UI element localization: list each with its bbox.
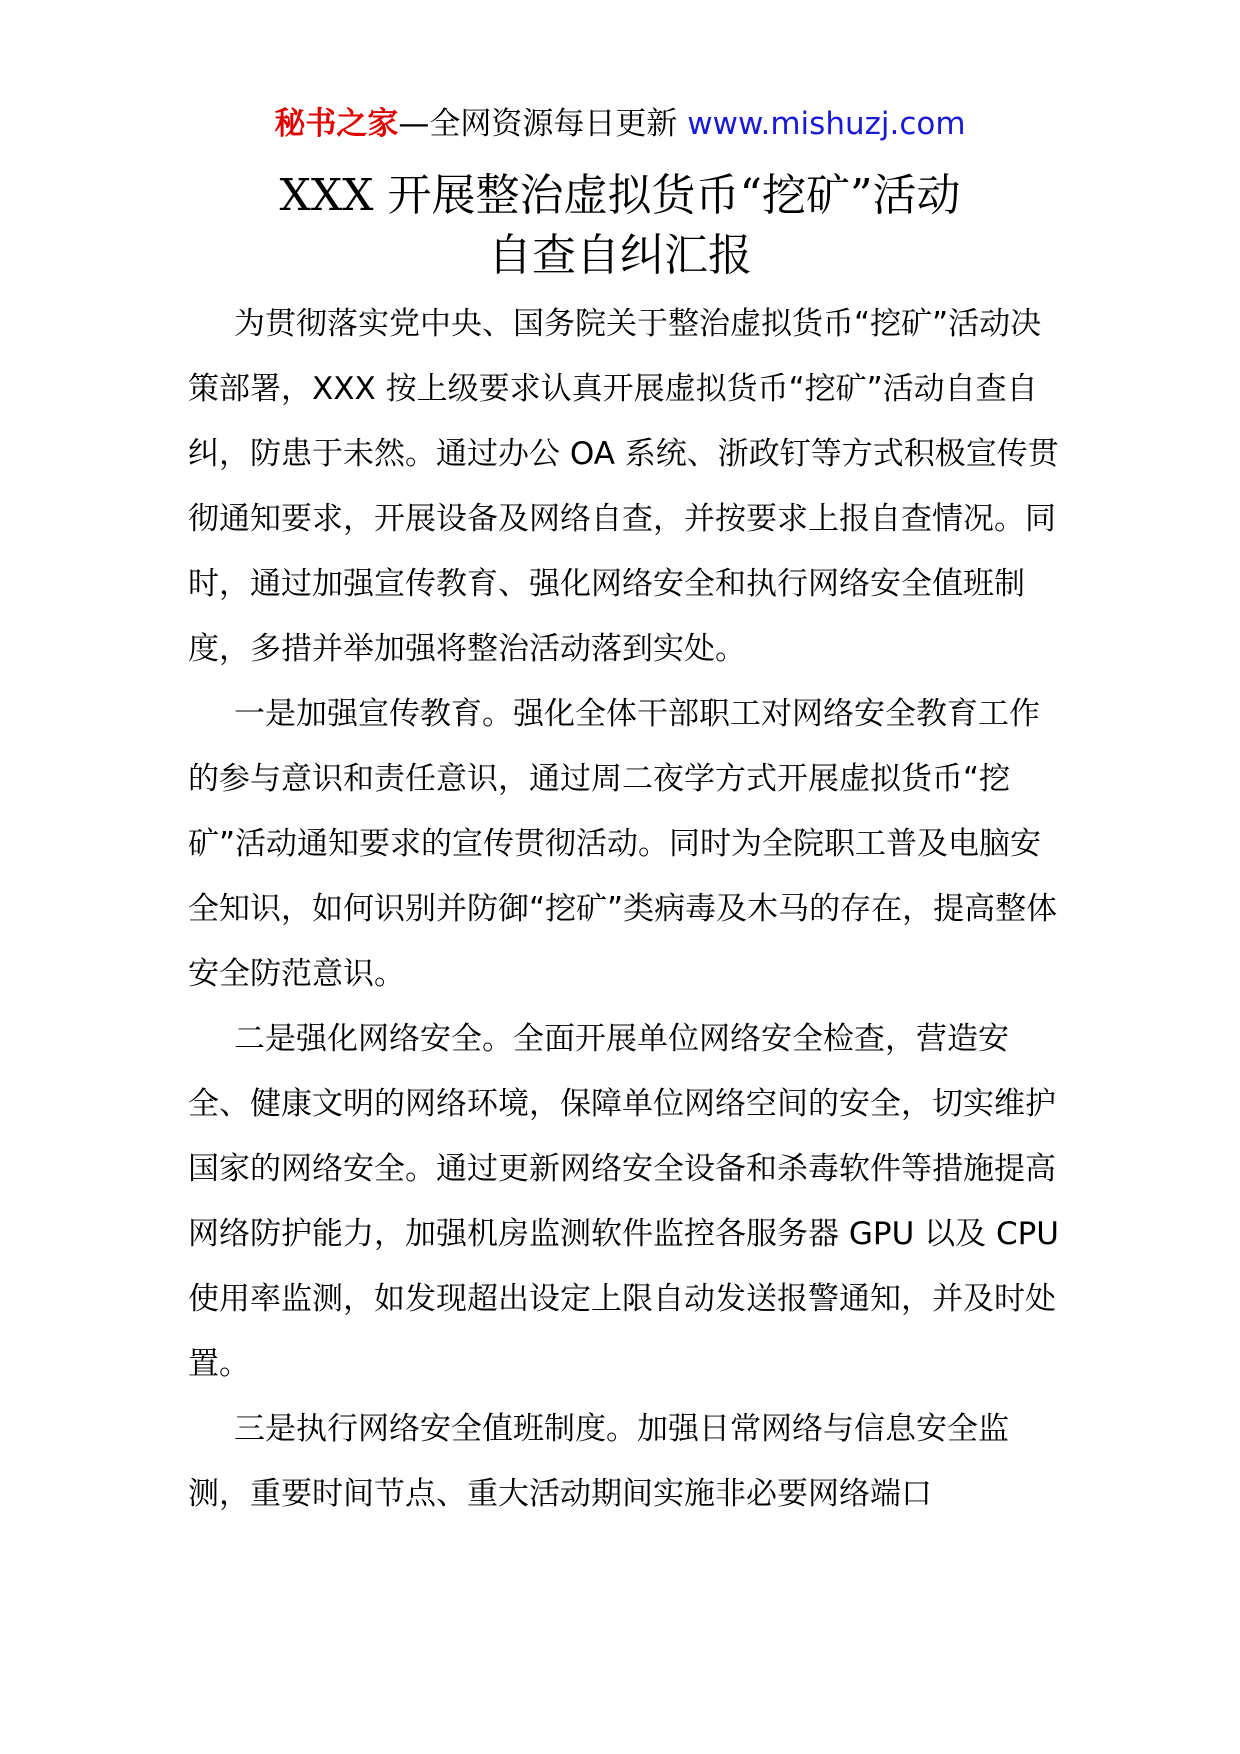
paragraph-publicity-education: 一是加强宣传教育。强化全体干部职工对网络安全教育工作的参与意识和责任意识，通过周二夜学方式开展虚拟货币“挖矿”活动通知要求的宣传贯彻活动。同时为全院职工普及电脑安全知识，如何识别并防御“挖矿”类病毒及木马的存在，提高整体安全防范意识。 <box>188 696 1058 992</box>
header-tagline: —全网资源每日更新 <box>398 106 678 142</box>
paragraph-network-security: 二是强化网络安全。全面开展单位网络安全检查，营造安全、健康文明的网络环境，保障单位网络空间的安全，切实维护国家的网络安全。通过更新网络安全设备和杀毒软件等措施提高网络防护能力，加强机房监测软件监控各服务器 GPU 以及 CPU 使用率监测，如发现超出设定上限自动发送报警通知，并及时处置。 <box>188 1021 1059 1382</box>
brand-name: 秘书之家 <box>274 106 399 142</box>
paragraph-intro: 为贯彻落实党中央、国务院关于整治虚拟货币“挖矿”活动决策部署，XXX 按上级要求认真开展虚拟货币“挖矿”活动自查自纠，防患于未然。通过办公 OA 系统、浙政钉等方式积极宣传贯彻通知要求，开展设备及网络自查，并按要求上报自查情况。同时，通过加强宣传教育、强化网络安全和执行网络安全值班制度，多措并举加强将整治活动落到实处。 <box>188 306 1059 667</box>
site-url-link[interactable]: www.mishuzj.com <box>687 106 966 142</box>
document-title-line-1: XXX 开展整治虚拟货币“挖矿”活动 <box>279 170 961 221</box>
site-header <box>0 98 1240 150</box>
paragraph-duty-system: 三是执行网络安全值班制度。加强日常网络与信息安全监测，重要时间节点、重大活动期间实施非必要网络端口 <box>188 1411 1009 1512</box>
document-title-line-2: 自查自纠汇报 <box>488 230 752 281</box>
document-body <box>188 292 1068 1527</box>
